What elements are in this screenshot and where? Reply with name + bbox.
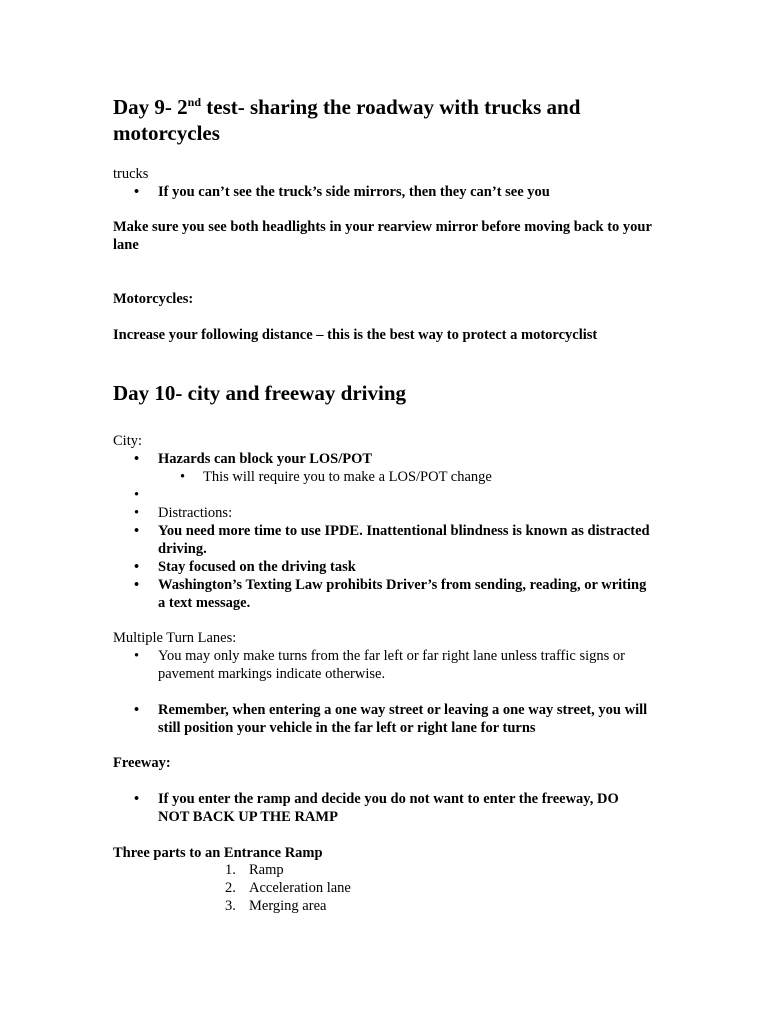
item-text: Acceleration lane [249,880,351,896]
bullet-icon: • [134,648,140,664]
freeway-label: Freeway: [113,755,171,771]
list-item-text: Remember, when entering a one way street or leaving a one way street, you will still position your vehicle in the far left or right lane for turns [158,702,648,736]
list-item-text: Stay focused on the driving task [158,559,356,575]
list-item [113,647,653,683]
item-number: 1. [225,862,236,878]
list-item-text: If you enter the ramp and decide you do not want to enter the freeway, DO NOT BACK UP THE RAMP [158,791,619,825]
bullet-icon: • [134,487,140,503]
day9-heading [113,94,653,146]
freeway-list [113,790,653,826]
entrance-ramp-label: Three parts to an Entrance Ramp [113,845,323,861]
city-label: City: [113,433,143,449]
bullet-icon: • [134,523,140,539]
numbered-item [113,861,653,879]
trucks-label: trucks [113,166,149,182]
bullet-icon: • [134,577,140,593]
numbered-item [113,897,653,915]
bullet-icon: • [134,451,140,467]
motorcycles-label: Motorcycles: [113,291,194,307]
list-item [113,183,653,201]
list-item-text: You may only make turns from the far left or far right lane unless traffic signs or pavement markings indicate otherwise. [158,648,625,682]
bullet-icon: • [134,791,140,807]
list-item-text: This will require you to make a LOS/POT change [203,469,492,485]
trucks-list [113,183,653,201]
list-item [113,576,653,612]
list-item-text: If you can’t see the truck’s side mirrors, then they can’t see you [158,184,550,200]
list-item [113,486,653,504]
following-distance-text: Increase your following distance – this is the best way to protect a motorcyclist [113,327,598,343]
list-item-text: You need more time to use IPDE. Inattentional blindness is known as distracted driving. [158,523,650,557]
day9-heading-sup: nd [187,95,202,109]
item-text: Merging area [249,898,327,914]
bullet-icon: • [134,184,140,200]
day10-heading: Day 10- city and freeway driving [113,381,407,405]
list-item [113,558,653,576]
numbered-item [113,879,653,897]
headlights-text: Make sure you see both headlights in your rearview mirror before moving back to your lane [113,219,652,253]
bullet-icon: • [134,702,140,718]
list-item [113,504,653,522]
day9-heading-pre: Day 9- 2 [113,95,188,119]
list-item-text: Distractions: [158,505,233,521]
turn-lanes-label: Multiple Turn Lanes: [113,630,237,646]
list-item-text: Washington’s Texting Law prohibits Driver’s from sending, reading, or writing a text message. [158,577,647,611]
turn-lanes-list [113,647,653,737]
city-list [113,450,653,612]
day9-heading-post: test- sharing the roadway with trucks and motorcycles [113,95,581,145]
list-item [113,701,653,737]
item-text: Ramp [249,862,284,878]
bullet-icon: • [134,505,140,521]
entrance-ramp-list [113,861,653,915]
bullet-icon: • [180,469,186,485]
list-item [113,450,653,468]
list-item [113,790,653,826]
list-item-nested [113,468,653,486]
bullet-icon: • [134,559,140,575]
list-item-text: Hazards can block your LOS/POT [158,451,373,467]
item-number: 3. [225,898,236,914]
list-item [113,522,653,558]
item-number: 2. [225,880,236,896]
